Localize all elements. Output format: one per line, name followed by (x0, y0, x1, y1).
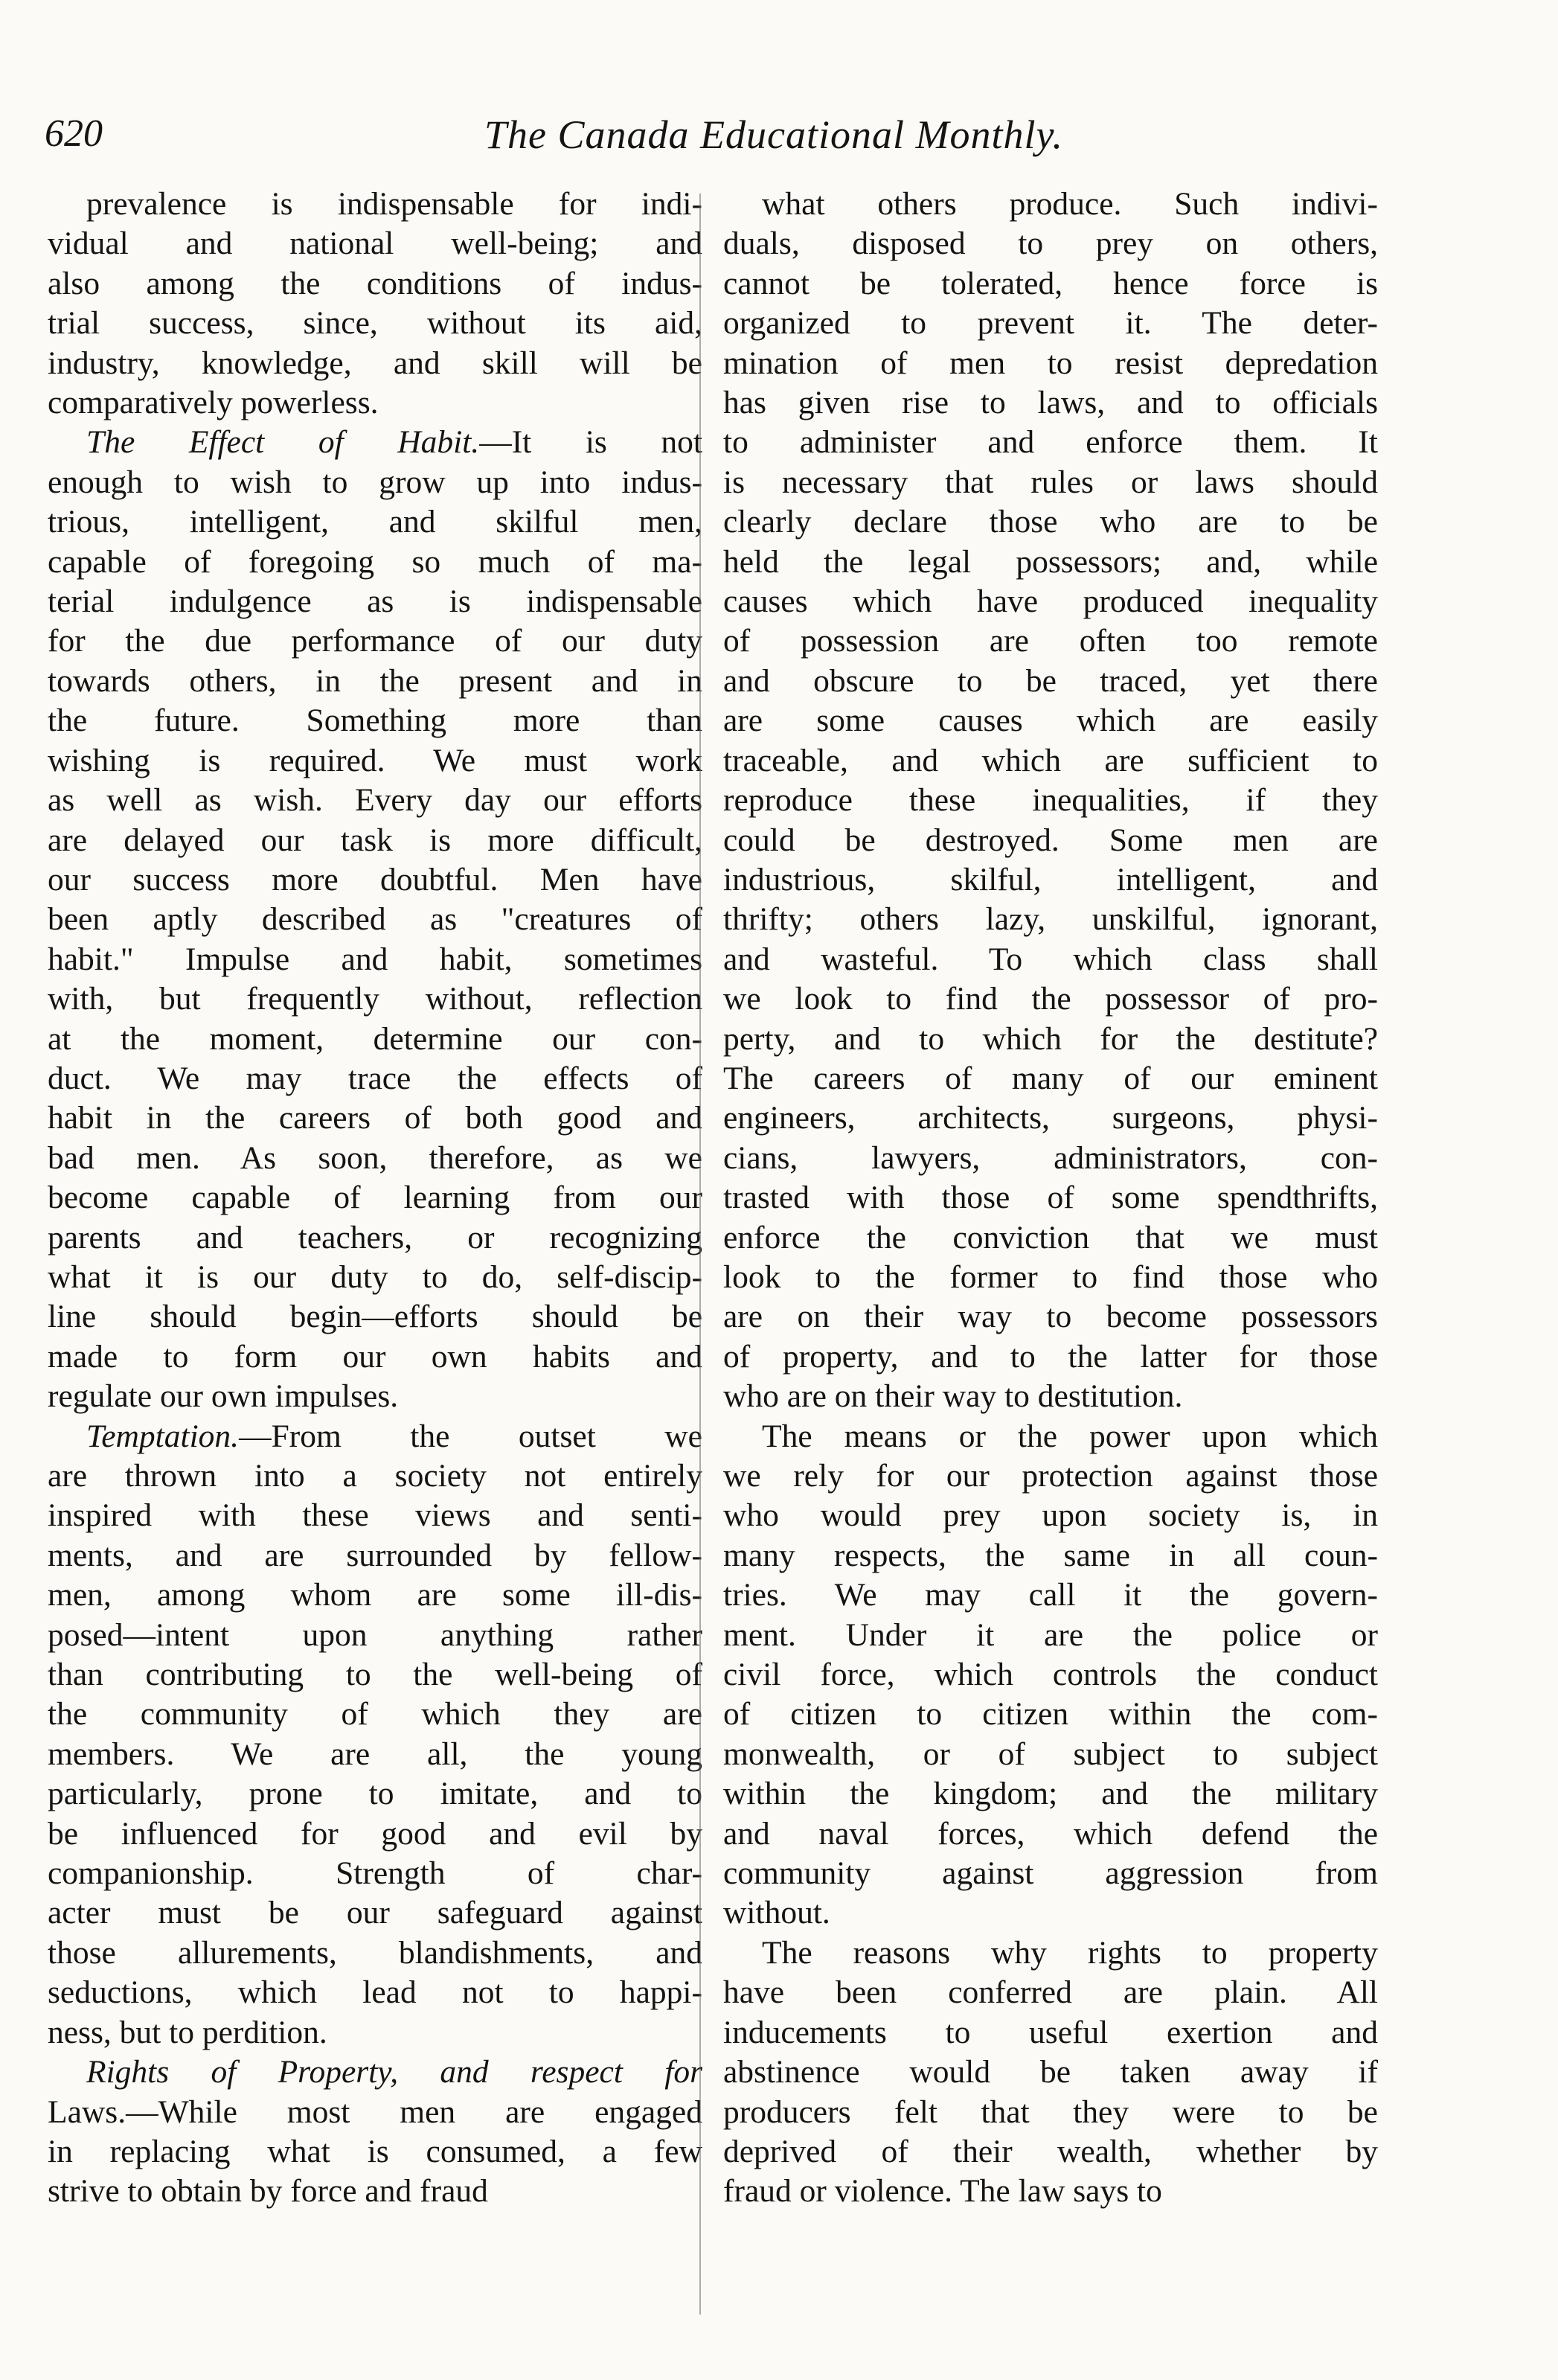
line-text: —From the outset we (239, 1418, 702, 1454)
text-line: ments, and are surrounded by fellow- (48, 1537, 702, 1573)
text-line: regulate our own impulses. (48, 1378, 399, 1415)
text-line: made to form our own habits and (48, 1338, 702, 1375)
text-line: enforce the conviction that we must (723, 1219, 1378, 1255)
text-line: wishing is required. We must work (48, 742, 702, 778)
text-line: The reasons why rights to property (762, 1934, 1378, 1971)
text-line: seductions, which lead not to happi- (48, 1974, 702, 2011)
text-line: are some causes which are easily (723, 703, 1378, 739)
text-line: companionship. Strength of char- (48, 1855, 702, 1892)
text-line: Laws.—While most men are engaged (48, 2093, 702, 2130)
text-line: The careers of many of our eminent (723, 1060, 1378, 1096)
text-line: have been conferred are plain. All (723, 1974, 1378, 2011)
text-line: tries. We may call it the govern- (723, 1577, 1378, 1613)
paragraph (48, 1417, 702, 2053)
text-line: members. We are all, the young (48, 1736, 702, 1772)
text-line: mination of men to resist depredation (723, 345, 1378, 381)
page-number: 620 (45, 112, 103, 155)
page-header (45, 112, 1503, 164)
text-line: is necessary that rules or laws should (723, 464, 1378, 500)
text-line (48, 1417, 702, 1456)
text-line: parents and teachers, or recognizing (48, 1219, 702, 1255)
text-line: our success more doubtful. Men have (48, 861, 702, 898)
text-line: look to the former to find those who (723, 1258, 1378, 1295)
text-line: duct. We may trace the effects of (48, 1060, 702, 1096)
paragraph (723, 185, 1378, 1417)
text-line: community against aggression from (723, 1855, 1378, 1892)
text-line: ness, but to perdition. (48, 2014, 327, 2050)
paragraph (48, 185, 702, 423)
text-line: than contributing to the well-being of (48, 1657, 702, 1693)
text-line: men, among whom are some ill-dis- (48, 1577, 702, 1613)
text-line (48, 423, 702, 462)
text-line: we rely for our protection against those (723, 1458, 1378, 1494)
text-line: clearly declare those who are to be (723, 504, 1378, 540)
text-line: could be destroyed. Some men are (723, 822, 1378, 858)
text-line: strive to obtain by force and fraud (48, 2173, 488, 2210)
text-line: for the due performance of our duty (48, 623, 702, 659)
text-line: particularly, prone to imitate, and to (48, 1776, 702, 1812)
text-line: who would prey upon society is, in (723, 1497, 1378, 1534)
text-line: are on their way to become possessors (723, 1299, 1378, 1335)
text-line: those allurements, blandishments, and (48, 1934, 702, 1971)
text-line: also among the conditions of indus- (48, 265, 702, 301)
text-line: without. (723, 1895, 830, 1931)
text-line: deprived of their wealth, whether by (723, 2133, 1378, 2169)
text-line: engineers, architects, surgeons, physi- (723, 1100, 1378, 1136)
text-line: trial success, since, without its aid, (48, 305, 702, 342)
line-text: —It is not (479, 424, 702, 461)
text-line: has given rise to laws, and to officials (723, 385, 1378, 421)
paragraph (48, 2053, 702, 2212)
text-line: with, but frequently without, reflection (48, 981, 702, 1017)
text-line: of citizen to citizen within the com- (723, 1696, 1378, 1733)
text-line: causes which have produced inequality (723, 583, 1378, 620)
text-line: trious, intelligent, and skilful men, (48, 504, 702, 540)
text-line: prevalence is indispensable for indi- (86, 186, 702, 222)
text-line: what it is our duty to do, self-discip- (48, 1258, 702, 1295)
text-line: are thrown into a society not entirely (48, 1458, 702, 1494)
text-line (48, 2053, 702, 2092)
text-line: abstinence would be taken away if (723, 2054, 1378, 2091)
section-heading: Temptation. (86, 1418, 240, 1454)
section-heading: The Effect of Habit. (86, 424, 480, 461)
text-line: reproduce these inequalities, if they (723, 782, 1378, 819)
text-line: terial indulgence as is indispensable (48, 583, 702, 620)
text-line: cannot be tolerated, hence force is (723, 265, 1378, 301)
text-line: The means or the power upon which (762, 1418, 1378, 1454)
left-column (48, 185, 702, 2212)
text-line: perty, and to which for the destitute? (723, 1020, 1378, 1057)
text-line: vidual and national well-being; and (48, 225, 702, 262)
text-line: enough to wish to grow up into indus- (48, 464, 702, 500)
text-line: line should begin—efforts should be (48, 1299, 702, 1335)
text-line: acter must be our safeguard against (48, 1895, 702, 1931)
text-line: trasted with those of some spendthrifts, (723, 1180, 1378, 1216)
text-line: industry, knowledge, and skill will be (48, 345, 702, 381)
text-line: in replacing what is consumed, a few (48, 2133, 702, 2169)
paragraph (48, 423, 702, 1416)
text-line: held the legal possessors; and, while (723, 543, 1378, 580)
text-line: of property, and to the latter for those (723, 1338, 1378, 1375)
text-line: and wasteful. To which class shall (723, 941, 1378, 977)
text-line: fraud or violence. The law says to (723, 2173, 1162, 2210)
text-line: who are on their way to destitution. (723, 1378, 1183, 1415)
text-line: many respects, the same in all coun- (723, 1537, 1378, 1573)
text-line: organized to prevent it. The deter- (723, 305, 1378, 342)
text-line: industrious, skilful, intelligent, and (723, 861, 1378, 898)
text-line: and obscure to be traced, yet there (723, 662, 1378, 699)
text-line: the community of which they are (48, 1696, 702, 1733)
text-line: habit." Impulse and habit, sometimes (48, 941, 702, 977)
text-line: civil force, which controls the conduct (723, 1657, 1378, 1693)
text-line: we look to find the possessor of pro- (723, 981, 1378, 1017)
text-line: ment. Under it are the police or (723, 1616, 1378, 1653)
text-line: towards others, in the present and in (48, 662, 702, 699)
text-line: to administer and enforce them. It (723, 424, 1378, 461)
text-line: producers felt that they were to be (723, 2093, 1378, 2130)
paragraph (723, 1933, 1378, 2212)
text-line: become capable of learning from our (48, 1180, 702, 1216)
text-line: capable of foregoing so much of ma- (48, 543, 702, 580)
text-line: as well as wish. Every day our efforts (48, 782, 702, 819)
running-title: The Canada Educational Monthly. (484, 112, 1063, 157)
text-line: at the moment, determine our con- (48, 1020, 702, 1057)
text-line: within the kingdom; and the military (723, 1776, 1378, 1812)
text-line: duals, disposed to prey on others, (723, 225, 1378, 262)
text-line: inducements to useful exertion and (723, 2014, 1378, 2050)
text-line: what others produce. Such indivi- (762, 186, 1378, 222)
text-line: habit in the careers of both good and (48, 1100, 702, 1136)
text-line: be influenced for good and evil by (48, 1815, 702, 1852)
right-column (723, 185, 1378, 2212)
text-line: bad men. As soon, therefore, as we (48, 1139, 702, 1176)
text-line: of possession are often too remote (723, 623, 1378, 659)
text-line: been aptly described as "creatures of (48, 901, 702, 938)
text-line: posed—intent upon anything rather (48, 1616, 702, 1653)
text-line: and naval forces, which defend the (723, 1815, 1378, 1852)
text-line: cians, lawyers, administrators, con- (723, 1139, 1378, 1176)
text-line: the future. Something more than (48, 703, 702, 739)
paragraph (723, 1417, 1378, 1933)
text-line: are delayed our task is more difficult, (48, 822, 702, 858)
column-divider (699, 193, 701, 2315)
section-heading: Rights of Property, and respect for (86, 2054, 702, 2091)
text-line: monwealth, or of subject to subject (723, 1736, 1378, 1772)
text-line: thrifty; others lazy, unskilful, ignorant, (723, 901, 1378, 938)
text-line: comparatively powerless. (48, 385, 379, 421)
text-line: inspired with these views and senti- (48, 1497, 702, 1534)
text-line: traceable, and which are sufficient to (723, 742, 1378, 778)
